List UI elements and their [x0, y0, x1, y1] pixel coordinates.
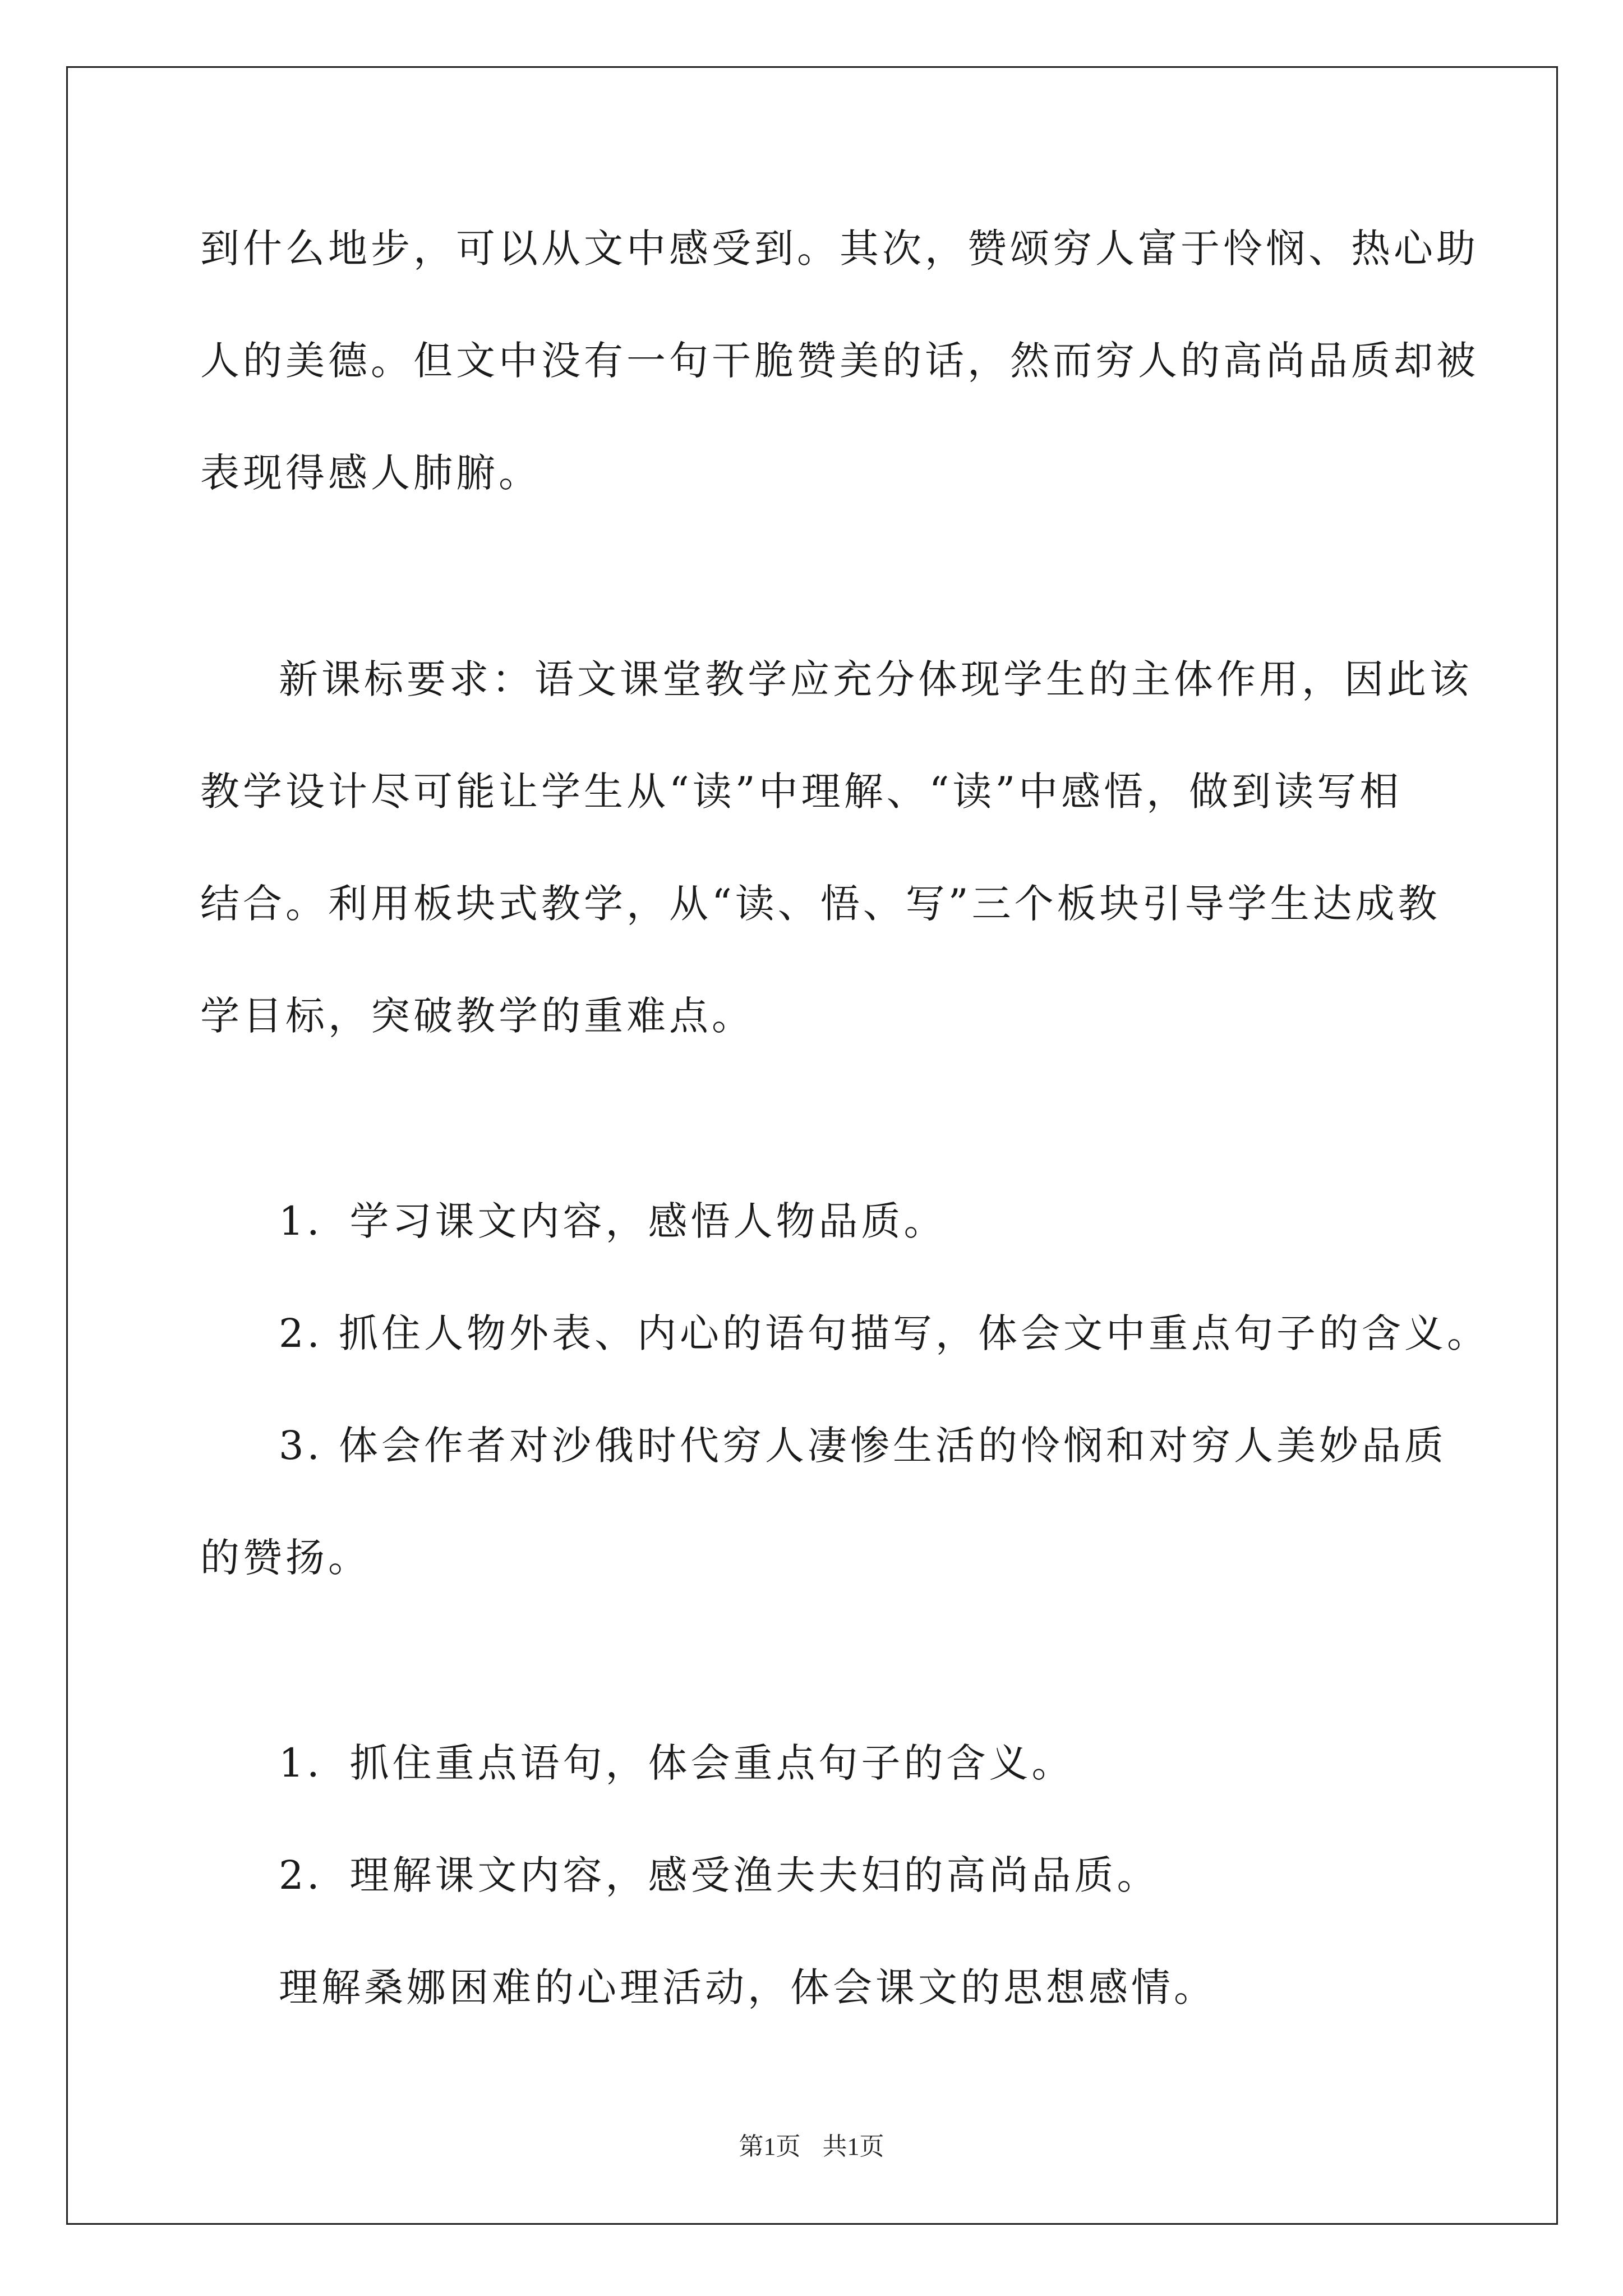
- paragraph-line: 表现得感人肺腑。: [200, 450, 541, 496]
- paragraph-line: 结合。利用板块式教学，从“读、悟、写”三个板块引导学生达成教: [200, 881, 1441, 927]
- list-item: 1．抓住重点语句，体会重点句子的含义。: [279, 1740, 1075, 1786]
- paragraph-line: 教学设计尽可能让学生从“读”中理解、“读”中感悟，做到读写相: [200, 769, 1403, 815]
- list-item: 2. 抓住人物外表、内心的语句描写，体会文中重点句子的含义。: [279, 1310, 1490, 1356]
- list-item: 1．学习课文内容，感悟人物品质。: [279, 1198, 947, 1244]
- paragraph-line: 新课标要求：语文课堂教学应充分体现学生的主体作用，因此该: [279, 656, 1472, 702]
- paragraph-line: 理解桑娜困难的心理活动，体会课文的思想感情。: [279, 1964, 1216, 2010]
- paragraph-line: 学目标，突破教学的重难点。: [200, 993, 754, 1039]
- page-border: [66, 66, 1558, 2225]
- page-number: 第1页: [739, 2133, 801, 2160]
- page-total: 共1页: [822, 2133, 884, 2160]
- page-footer: [0, 2126, 1623, 2162]
- paragraph-line: 到什么地步，可以从文中感受到。其次，赞颂穷人富于怜悯、热心助: [200, 226, 1479, 272]
- list-item: 3. 体会作者对沙俄时代穷人凄惨生活的怜悯和对穷人美妙品质: [279, 1423, 1447, 1469]
- paragraph-line: 的赞扬。: [200, 1535, 371, 1581]
- paragraph-line: 人的美德。但文中没有一句干脆赞美的话，然而穷人的高尚品质却被: [200, 338, 1479, 384]
- list-item: 2．理解课文内容，感受渔夫夫妇的高尚品质。: [279, 1852, 1160, 1898]
